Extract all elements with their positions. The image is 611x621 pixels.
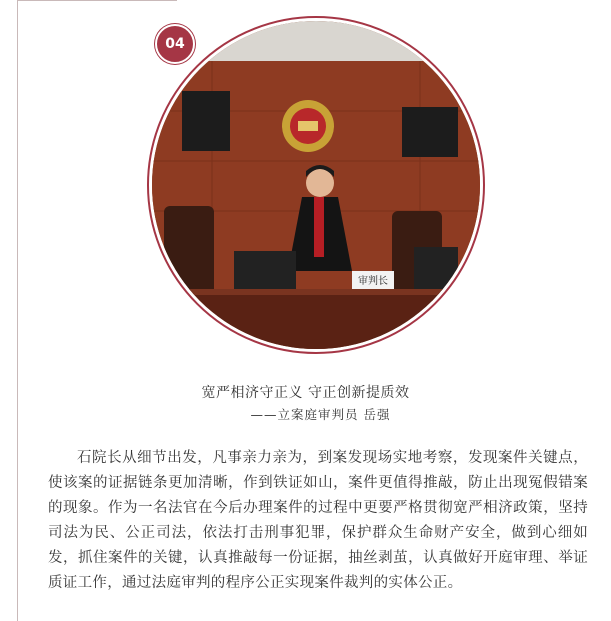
section-number-badge: 04: [155, 24, 195, 64]
courtroom-photo: [152, 21, 480, 349]
caption-subtitle: ——立案庭审判员 岳强: [250, 407, 391, 422]
body-paragraph: 石院长从细节出发，凡事亲力亲为，到案发现场实地考察，发现案件关键点，使该案的证据链条更加清晰，作到铁证如山，案件更值得推敲，防止出现冤假错案的现象。作为一名法官在今后办理案件的过程中更要严格贯彻宽严相济政策，坚持司法为民、公正司法，依法打击刑事犯罪，保护群众生命财产安全，做到心细如发，抓住案件的关键，认真推敲每一份证据，抽丝剥茧，认真做好开庭审理、举证质证工作，通过法庭审判的程序公正实现案件裁判的实体公正。: [48, 450, 588, 591]
nameplate-text: 审判长: [358, 276, 388, 287]
frame-border-left: [17, 0, 18, 621]
caption-title: 宽严相济守正义 守正创新提质效: [201, 385, 410, 401]
frame-border-top: [17, 0, 177, 1]
